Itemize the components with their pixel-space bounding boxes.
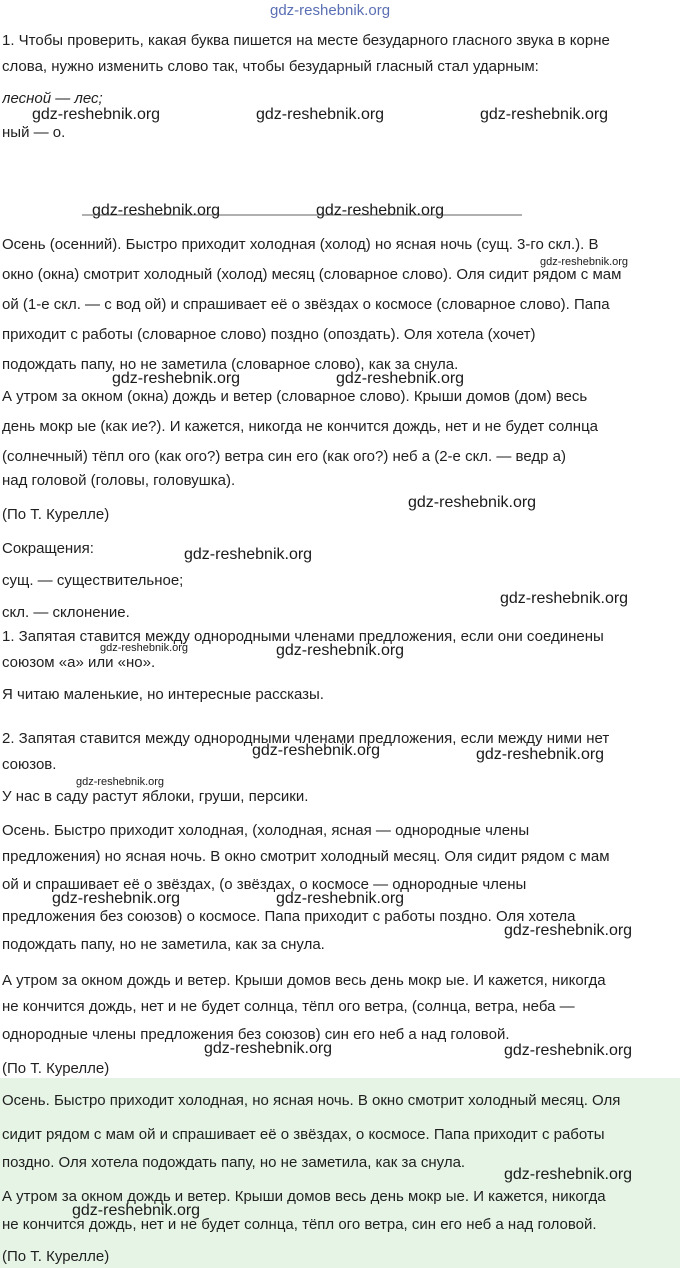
punct-line-5: подождать папу, но не заметила, как за снула.: [2, 936, 325, 953]
example-les: лесной — лес;: [2, 90, 103, 107]
top-watermark: gdz-reshebnik.org: [270, 2, 391, 19]
watermark: gdz-reshebnik.org: [112, 370, 241, 387]
analysis-line-7: день мокр ые (как ие?). И кажется, никогда не кончится дождь, нет и не будет солнца: [2, 418, 599, 435]
watermark: gdz-reshebnik.org: [252, 742, 381, 759]
watermark: gdz-reshebnik.org: [316, 202, 445, 219]
comma-rule-1-line-1: 1. Запятая ставится между однородными членами предложения, если они соединены: [2, 628, 604, 645]
comma-rule-2-line-1: 2. Запятая ставится между однородными членами предложения, если между ними нет: [2, 730, 610, 747]
watermark: gdz-reshebnik.org: [92, 202, 221, 219]
analysis-line-3: ой (1-е скл. — с вод ой) и спрашивает её о звёздах о космосе (словарное слово). Папа: [2, 296, 610, 313]
punct-line-6: А утром за окном дождь и ветер. Крыши домов весь день мокр ые. И кажется, никогда: [2, 972, 606, 989]
watermark: gdz-reshebnik.org: [504, 1042, 633, 1059]
punct-line-8: однородные члены предложения без союзов) син его неб а над головой.: [2, 1026, 510, 1043]
watermark-small: gdz-reshebnik.org: [540, 256, 629, 268]
abbreviation-declension: скл. — склонение.: [2, 604, 130, 621]
abbreviations-heading: Сокращения:: [2, 540, 94, 557]
comma-rule-2-line-2: союзов.: [2, 756, 57, 773]
watermark: gdz-reshebnik.org: [480, 106, 609, 123]
watermark: gdz-reshebnik.org: [276, 642, 405, 659]
final-line-4: А утром за окном дождь и ветер. Крыши домов весь день мокр ые. И кажется, никогда: [2, 1188, 606, 1205]
punct-line-1: Осень. Быстро приходит холодная, (холодная, ясная — однородные члены: [2, 822, 530, 839]
watermark: gdz-reshebnik.org: [504, 1166, 633, 1183]
watermark-small: gdz-reshebnik.org: [76, 776, 165, 788]
comma-example-1: Я читаю маленькие, но интересные рассказы.: [2, 686, 324, 703]
watermark: gdz-reshebnik.org: [408, 494, 537, 511]
watermark: gdz-reshebnik.org: [184, 546, 313, 563]
watermark: gdz-reshebnik.org: [256, 106, 385, 123]
watermark: gdz-reshebnik.org: [476, 746, 605, 763]
watermark: gdz-reshebnik.org: [276, 890, 405, 907]
watermark-small: gdz-reshebnik.org: [100, 642, 189, 654]
analysis-line-4: приходит с работы (словарное слово) поздно (опоздать). Оля хотела (хочет): [2, 326, 536, 343]
analysis-line-9: над головой (головы, головушка).: [2, 472, 236, 489]
watermark: gdz-reshebnik.org: [504, 922, 633, 939]
analysis-line-5: подождать папу, но не заметила (словарное слово), как за снула.: [2, 356, 459, 373]
comma-rule-1-line-2: союзом «а» или «но».: [2, 654, 156, 671]
watermark: gdz-reshebnik.org: [72, 1202, 201, 1219]
punct-line-4: предложения без союзов) о космосе. Папа приходит с работы поздно. Оля хотела: [2, 908, 576, 925]
watermark: gdz-reshebnik.org: [500, 590, 629, 607]
analysis-line-2: окно (окна) смотрит холодный (холод) месяц (словарное слово). Оля сидит рядом с мам: [2, 266, 622, 283]
watermark: gdz-reshebnik.org: [204, 1040, 333, 1057]
watermark: gdz-reshebnik.org: [52, 890, 181, 907]
final-line-3: поздно. Оля хотела подождать папу, но не заметила, как за снула.: [2, 1154, 466, 1171]
task-1-rule-line-1: 1. Чтобы проверить, какая буква пишется на месте безударного гласного звука в корне: [2, 32, 610, 49]
author-credit-1: (По Т. Курелле): [2, 506, 110, 523]
final-line-2: сидит рядом с мам ой и спрашивает её о звёздах, о космосе. Папа приходит с работы: [2, 1126, 605, 1143]
comma-example-2: У нас в саду растут яблоки, груши, персики.: [2, 788, 309, 805]
task-1-rule-line-2: слова, нужно изменить слово так, чтобы безударный гласный стал ударным:: [2, 58, 539, 75]
analysis-line-1: Осень (осенний). Быстро приходит холодная (холод) но ясная ночь (сущ. 3-го скл.). В: [2, 236, 599, 253]
final-line-1: Осень. Быстро приходит холодная, но ясная ночь. В окно смотрит холодный месяц. Оля: [2, 1092, 621, 1109]
punct-line-7: не кончится дождь, нет и не будет солнца, тёпл ого ветра, (солнца, ветра, неба —: [2, 998, 575, 1015]
analysis-line-6: А утром за окном (окна) дождь и ветер (словарное слово). Крыши домов (дом) весь: [2, 388, 588, 405]
punct-line-2: предложения) но ясная ночь. В окно смотрит холодный месяц. Оля сидит рядом с мам: [2, 848, 610, 865]
analysis-line-8: (солнечный) тёпл ого (как ого?) ветра син его (как ого?) неб а (2-е скл. — ведр а): [2, 448, 566, 465]
final-line-5: не кончится дождь, нет и не будет солнца, тёпл ого ветра, син его неб а над головой.: [2, 1216, 597, 1233]
watermark: gdz-reshebnik.org: [336, 370, 465, 387]
abbreviation-noun: сущ. — существительное;: [2, 572, 184, 589]
punct-line-3: ой и спрашивает её о звёздах, (о звёздах, о космосе — однородные члены: [2, 876, 527, 893]
author-credit-3: (По Т. Курелле): [2, 1248, 110, 1265]
author-credit-2: (По Т. Курелле): [2, 1060, 110, 1077]
watermark: gdz-reshebnik.org: [32, 106, 161, 123]
example-ending: ный — о.: [2, 124, 66, 141]
